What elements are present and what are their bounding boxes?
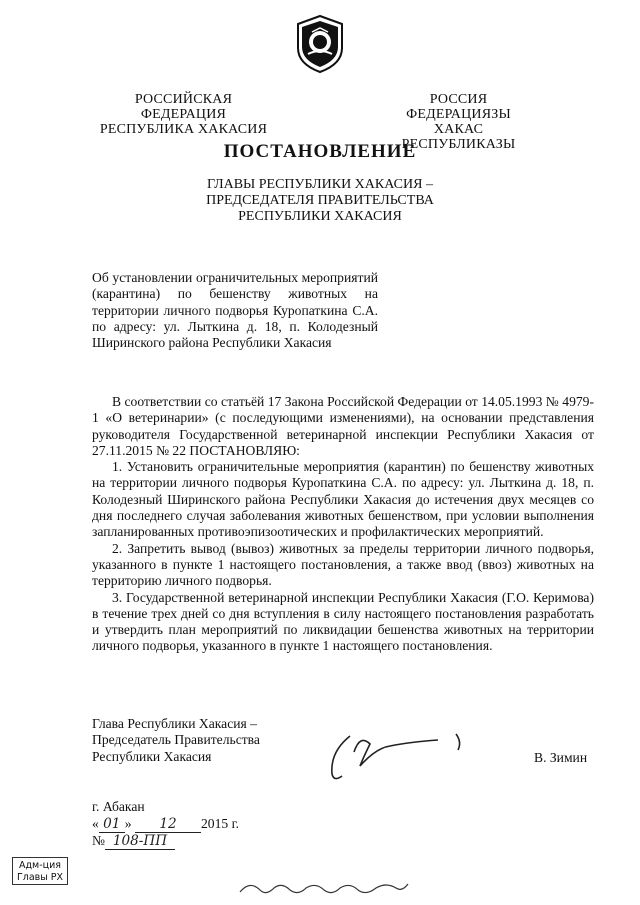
body-item-2: 2. Запретить вывод (вывоз) животных за пределы территории личного подворья, указанного в пункте 1 настоящего постановления, а также ввод (ввоз) животных на территорию личного подворья. [92, 540, 594, 589]
body-item-3: 3. Государственной ветеринарной инспекции Республики Хакасия (Г.О. Керимова) в течение трех дней со дня вступления в силу настоящего постановления разработать и утвердить план мероприятий по ликвидации бешенства животных на территории личного подворья, указанного в пункте 1 настоящего постановления. [92, 589, 594, 654]
header-right-republic: ХАКАС РЕСПУБЛИКАЗЫ [401, 122, 516, 152]
handwritten-annotation [236, 876, 416, 900]
header-left-country: РОССИЙСКАЯ ФЕДЕРАЦИЯ [134, 92, 233, 122]
registration-stamp [12, 857, 68, 885]
stamp-line-1: Адм-ция [18, 860, 62, 871]
body-item-1: 1. Установить ограничительные мероприятия (карантин) по бешенству животных на территории личного подворья Куропаткина С.А. по адресу: ул. Лыткина д. 18, п. Колодезный Ширинского района Республики Хакасия до истечения двух месяцев со дня последнего случая заболевания животных бешенством, при условии выполнения запланированных противоэпизоотических и профилактических мероприятий. [92, 459, 594, 540]
body-preamble: В соответствии со статьёй 17 Закона Российской Федерации от 14.05.1993 № 4979-1 «О ветеринарии» (с последующими изменениями), на основании представления руководителя Государственной ветеринарной инспекции Республики Хакасия от 27.11.2015 № 22 ПОСТАНОВЛЯЮ: [92, 394, 594, 458]
date-month: 12 [135, 816, 201, 833]
signatory-position [92, 716, 260, 765]
header-left-republic: РЕСПУБЛИКА ХАКАСИЯ [99, 122, 268, 137]
signatory-position-line-1: Глава Республики Хакасия – [92, 716, 257, 731]
subtitle-line-1: ГЛАВЫ РЕСПУБЛИКИ ХАКАСИЯ – [207, 177, 433, 192]
header-left [96, 92, 271, 137]
signatory-name: В. Зимин [534, 750, 588, 765]
issue-city: г. Абакан [92, 799, 145, 814]
document-body [92, 394, 594, 655]
subtitle-line-3: РЕСПУБЛИКИ ХАКАСИЯ [238, 209, 402, 224]
handwritten-signature [320, 722, 480, 788]
issue-date [92, 816, 239, 833]
coat-of-arms-emblem [294, 14, 346, 74]
document-subtitle [0, 177, 640, 225]
signatory-position-line-2: Председатель Правительства [92, 732, 260, 748]
date-open-quote: « [92, 816, 99, 831]
document-number [92, 833, 175, 850]
date-year: 2015 г. [201, 816, 240, 831]
signatory-position-line-3: Республики Хакасия [92, 748, 212, 764]
document-subject: Об установлении ограничительных мероприятий (карантина) по бешенству животных на территории личного подворья Куропаткина С.А. по адресу: ул. Лыткина д. 18, п. Колодезный Ширинского района Республики Хакасия [92, 270, 378, 351]
subtitle-line-2: ПРЕДСЕДАТЕЛЯ ПРАВИТЕЛЬСТВА [206, 193, 434, 208]
stamp-line-2: Главы РХ [16, 872, 64, 883]
number-value: 108-ПП [105, 833, 175, 850]
header-right-country: РОССИЯ ФЕДЕРАЦИЯЗЫ [406, 92, 511, 122]
date-day: 01 [99, 816, 125, 833]
number-sign: № [92, 833, 105, 848]
date-close-quote: » [124, 816, 132, 831]
document-title: ПОСТАНОВЛЕНИЕ [223, 141, 417, 162]
